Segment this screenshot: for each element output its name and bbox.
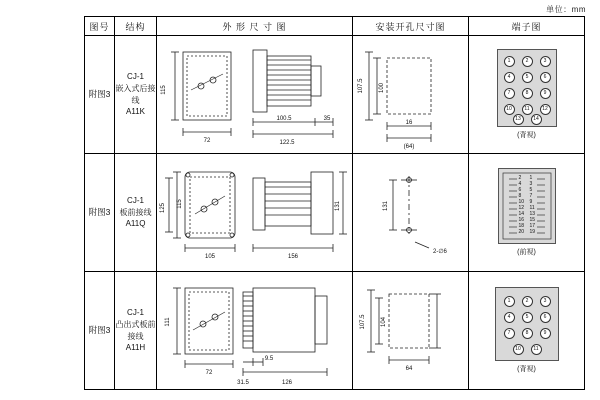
table-row (85, 272, 585, 390)
terminal-dot: 7 (504, 88, 515, 99)
row3-dim-72: 72 (205, 370, 213, 376)
terminal-dot: 7 (504, 328, 515, 339)
row1-structure-code-bottom: A11K (126, 107, 145, 117)
terminal-number: 9 (529, 199, 533, 205)
terminal-number: 17 (529, 223, 536, 229)
row3-mdim-64: 64 (405, 366, 413, 372)
row1-mdim-100: 100 (379, 82, 385, 94)
terminal-number: 20 (518, 229, 525, 235)
terminal-number: 3 (529, 181, 533, 187)
unit-note: 单位：mm (546, 5, 586, 14)
terminal-number: 8 (518, 193, 522, 199)
row3-fig-no-text: 附图3 (88, 325, 111, 336)
row2-fig-no (85, 154, 115, 272)
terminal-number: 5 (529, 187, 533, 193)
terminal-number: 2 (518, 175, 522, 181)
row1-terminal-caption: (背视) (517, 132, 536, 139)
terminal-dot: 3 (540, 296, 551, 307)
row1-dim-122-5: 122.5 (279, 140, 295, 146)
row1-terminal-plate (497, 49, 557, 127)
terminal-dot: 6 (540, 72, 551, 83)
row1-dim-72: 72 (203, 138, 211, 144)
row2-dim-105: 105 (204, 254, 216, 260)
terminal-number: 1 (529, 175, 533, 181)
row3-structure (115, 272, 157, 390)
terminal-number: 14 (518, 211, 525, 217)
terminal-dot: 5 (522, 312, 533, 323)
table-row (85, 154, 585, 272)
terminal-dot: 11 (522, 104, 533, 115)
terminal-number: 12 (518, 205, 525, 211)
terminal-dot: 1 (504, 296, 515, 307)
row1-dim-100-5: 100.5 (276, 116, 292, 122)
row1-mdim-64: (64) (403, 144, 415, 150)
terminal-number: 7 (529, 193, 533, 199)
row2-terminal-plate (498, 168, 556, 244)
terminal-dot: 5 (522, 72, 533, 83)
row2-dim-131: 131 (335, 200, 341, 212)
header-mounting: 安装开孔尺寸图 (353, 17, 469, 36)
terminal-dot: 12 (540, 104, 551, 115)
terminal-dot: 10 (513, 344, 524, 355)
terminal-dot: 9 (540, 328, 551, 339)
header-outline: 外 形 尺 寸 图 (157, 17, 353, 36)
terminal-number: 18 (518, 223, 525, 229)
row3-mdim-107-5: 107.5 (360, 314, 366, 330)
terminal-number: 4 (518, 181, 522, 187)
table-header-row (85, 17, 585, 36)
terminal-dot: 3 (540, 56, 551, 67)
terminal-dot: 2 (522, 56, 533, 67)
terminal-number: 11 (529, 205, 535, 211)
row2-structure-code-bottom: A11Q (125, 219, 146, 229)
row3-fig-no (85, 272, 115, 390)
row3-dim-31-5: 31.5 (237, 380, 249, 386)
terminal-dot: 4 (504, 312, 515, 323)
row1-fig-no-text: 附图3 (88, 89, 111, 100)
terminal-number: 15 (529, 217, 536, 223)
terminal-dot: 1 (504, 56, 515, 67)
row2-structure-desc: 板前接线 (119, 207, 152, 217)
row3-structure-code-top: CJ-1 (127, 308, 144, 318)
terminal-dot: 9 (540, 88, 551, 99)
row3-dim-126: 126 (281, 380, 293, 386)
row1-dim-35: 35 (323, 116, 331, 122)
row2-structure-code-top: CJ-1 (127, 196, 144, 206)
row2-terminal-drawing (469, 154, 585, 272)
row3-structure-code-bottom: A11H (125, 343, 146, 353)
table-row (85, 36, 585, 154)
terminal-number: 16 (518, 217, 525, 223)
row2-mounting-drawing (353, 154, 469, 272)
terminal-number: 6 (518, 187, 522, 193)
row3-mdim-104: 104 (381, 316, 387, 328)
header-fig-no: 图号 (85, 17, 115, 36)
row1-mdim-16: 16 (405, 120, 413, 126)
header-structure: 结构 (115, 17, 157, 36)
row1-mounting-drawing (353, 36, 469, 154)
row3-terminal-caption: (背视) (517, 366, 536, 373)
row1-structure-code-top: CJ-1 (127, 72, 144, 82)
terminal-number: 10 (518, 199, 525, 205)
row2-mdim-131: 131 (383, 200, 389, 212)
row3-outline-drawing (157, 272, 353, 390)
row2-structure (115, 154, 157, 272)
row3-dim-111: 111 (165, 317, 171, 327)
terminal-dot: 10 (504, 104, 515, 115)
row3-structure-desc: 凸出式板前接线 (115, 319, 156, 341)
terminal-dot: 13 (513, 114, 524, 125)
row1-outline-drawing (157, 36, 353, 154)
terminal-dot: 6 (540, 312, 551, 323)
terminal-dot: 4 (504, 72, 515, 83)
row1-dim-115: 115 (161, 85, 167, 95)
row2-outline-drawing (157, 154, 353, 272)
row3-terminal-drawing (469, 272, 585, 390)
terminal-number: 19 (529, 229, 536, 235)
terminal-dot: 2 (522, 296, 533, 307)
row1-terminal-drawing (469, 36, 585, 154)
header-terminal: 端子图 (469, 17, 585, 36)
row3-terminal-plate (495, 287, 559, 361)
terminal-dot: 11 (531, 344, 542, 355)
spec-table (84, 16, 585, 390)
terminal-dot: 8 (522, 88, 533, 99)
terminal-number: 13 (529, 211, 536, 217)
row1-structure (115, 36, 157, 154)
row1-fig-no (85, 36, 115, 154)
terminal-dot: 14 (531, 114, 542, 125)
row2-fig-no-text: 附图3 (88, 207, 111, 218)
row3-mounting-drawing (353, 272, 469, 390)
row2-mdim-hole: 2-∅6 (433, 249, 447, 255)
row2-dim-115: 115 (177, 199, 183, 209)
row3-dim-9-5: 9.5 (264, 356, 274, 362)
row2-dim-156: 156 (287, 254, 299, 260)
row1-structure-desc: 嵌入式后接线 (115, 83, 156, 105)
row1-mdim-107-5: 107.5 (358, 78, 364, 94)
terminal-dot: 8 (522, 328, 533, 339)
row2-dim-125: 125 (160, 202, 166, 214)
row2-terminal-caption: (前视) (517, 249, 536, 256)
